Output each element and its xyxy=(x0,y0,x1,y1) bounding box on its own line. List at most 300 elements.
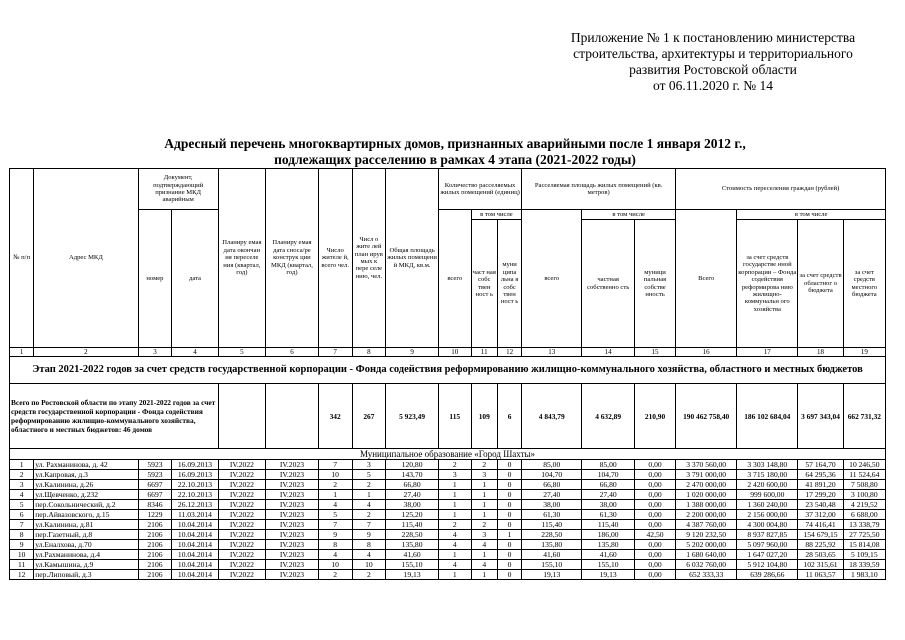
header-doc-number: номер xyxy=(138,210,172,348)
table-cell: 135,80 xyxy=(582,540,635,550)
table-cell: IV.2023 xyxy=(266,570,319,580)
table-cell: 4 xyxy=(438,560,471,570)
header-local: за счет средств местного бюджета xyxy=(843,220,885,348)
table-cell: 228,50 xyxy=(386,530,439,540)
table-cell: 1 xyxy=(497,530,521,540)
table-row xyxy=(10,570,886,580)
table-cell: 10 xyxy=(318,560,352,570)
table-cell: 23 540,48 xyxy=(798,500,843,510)
table-cell: 0,00 xyxy=(634,560,675,570)
column-number: 19 xyxy=(843,348,885,357)
municipality-title: Муниципальное образование «Город Шахты» xyxy=(10,449,886,460)
table-cell: 186,00 xyxy=(582,530,635,540)
table-cell: 10.04.2014 xyxy=(172,530,218,540)
table-cell: 4 xyxy=(10,490,34,500)
table-cell: ул.Калинина, д.26 xyxy=(34,480,138,490)
table-cell: 1 xyxy=(438,480,471,490)
table-cell: 7 xyxy=(10,520,34,530)
column-number: 4 xyxy=(172,348,218,357)
table-cell: 1 xyxy=(438,570,471,580)
table-row xyxy=(10,540,886,550)
table-cell: 2 xyxy=(10,470,34,480)
table-cell: 0 xyxy=(497,460,521,470)
table-cell: ул.Калинина, д.81 xyxy=(34,520,138,530)
document-title xyxy=(60,136,850,168)
table-cell: 4 219,52 xyxy=(843,500,885,510)
table-cell: 0,00 xyxy=(634,520,675,530)
table-cell: 1 xyxy=(10,460,34,470)
table-cell: IV.2023 xyxy=(266,550,319,560)
table-cell: 19,13 xyxy=(582,570,635,580)
annex-note xyxy=(548,30,878,94)
table-cell: пер.Сокольнический, д.2 xyxy=(34,500,138,510)
total-cost-local: 662 731,32 xyxy=(843,384,885,449)
table-cell: 0,00 xyxy=(634,500,675,510)
table-cell: 8346 xyxy=(138,500,172,510)
header-cost-group: Стоимость переселения граждан (рублей) xyxy=(676,169,886,210)
column-number: 7 xyxy=(318,348,352,357)
table-cell: 10.04.2014 xyxy=(172,550,218,560)
table-cell: 1 xyxy=(471,510,497,520)
table-cell: 5 912 104,80 xyxy=(737,560,798,570)
total-area: 5 923,49 xyxy=(386,384,439,449)
table-cell: 5 xyxy=(318,510,352,520)
table-cell: 0 xyxy=(497,560,521,570)
column-number: 10 xyxy=(438,348,471,357)
table-cell: 6697 xyxy=(138,480,172,490)
total-cell xyxy=(218,384,265,449)
table-cell: 4 xyxy=(352,550,386,560)
table-cell: IV.2023 xyxy=(266,510,319,520)
header-total-area: Общая площадь жилых помещени й МКД, кв.м. xyxy=(386,169,439,348)
table-cell: 0,00 xyxy=(634,570,675,580)
table-cell: IV.2023 xyxy=(266,530,319,540)
table-cell: 19,13 xyxy=(522,570,582,580)
table-cell: 41,60 xyxy=(582,550,635,560)
table-cell: IV.2023 xyxy=(266,520,319,530)
table-cell: IV.2023 xyxy=(266,470,319,480)
table-cell: 64 295,36 xyxy=(798,470,843,480)
table-row xyxy=(10,560,886,570)
table-cell: 27,40 xyxy=(522,490,582,500)
table-cell: 2 156 000,00 xyxy=(737,510,798,520)
table-cell: 11 524,64 xyxy=(843,470,885,480)
table-cell: 41 891,20 xyxy=(798,480,843,490)
table-cell: 1 xyxy=(318,490,352,500)
table-cell: 0,00 xyxy=(634,470,675,480)
table-cell: 10 xyxy=(10,550,34,560)
table-cell: пер.Липовый, д.3 xyxy=(34,570,138,580)
table-cell: 0 xyxy=(497,500,521,510)
table-cell: 0,00 xyxy=(634,540,675,550)
table-cell: ул.Камышина, д.9 xyxy=(34,560,138,570)
table-cell: 155,10 xyxy=(522,560,582,570)
table-cell: 19,13 xyxy=(386,570,439,580)
table-cell: IV.2022 xyxy=(218,530,265,540)
table-cell: 3 100,80 xyxy=(843,490,885,500)
header-area-group: Расселяемая площадь жилых помещений (кв. метров) xyxy=(522,169,676,210)
column-number: 6 xyxy=(266,348,319,357)
municipality-row xyxy=(10,449,886,460)
table-cell: 8 xyxy=(352,540,386,550)
header-private-count: част ная собс твен ност ь xyxy=(471,220,497,348)
table-cell: ул.Щевченко, д.232 xyxy=(34,490,138,500)
register-table xyxy=(9,168,886,580)
stage-row xyxy=(10,357,886,384)
table-cell: 7 xyxy=(318,520,352,530)
table-cell: 10 xyxy=(352,560,386,570)
header-address: Адрес МКД xyxy=(34,169,138,348)
table-cell: 9 120 232,50 xyxy=(676,530,737,540)
table-cell: 155,10 xyxy=(386,560,439,570)
header-fund: за счет средств государстве нной корпорации – Фонда содействия реформирова нию жилищно-коммунальн ого хозяйства xyxy=(737,220,798,348)
table-cell: 5 097 960,00 xyxy=(737,540,798,550)
table-cell: 135,80 xyxy=(386,540,439,550)
table-cell: 2 xyxy=(318,480,352,490)
table-cell: ул.Рахманинова, д.4 xyxy=(34,550,138,560)
table-cell: 1 360 240,00 xyxy=(737,500,798,510)
header-num: № п/п xyxy=(10,169,34,348)
table-cell: IV.2023 xyxy=(266,490,319,500)
table-cell: IV.2022 xyxy=(218,520,265,530)
table-cell: IV.2022 xyxy=(218,570,265,580)
table-cell: 74 416,41 xyxy=(798,520,843,530)
table-cell: 639 286,66 xyxy=(737,570,798,580)
table-cell: 2 xyxy=(438,460,471,470)
table-cell: 5 202 000,00 xyxy=(676,540,737,550)
table-cell: 66,80 xyxy=(386,480,439,490)
table-cell: 154 679,15 xyxy=(798,530,843,540)
table-row xyxy=(10,530,886,540)
table-cell: 1 647 027,20 xyxy=(737,550,798,560)
table-cell: 22.10.2013 xyxy=(172,480,218,490)
table-cell: 27 725,50 xyxy=(843,530,885,540)
column-number: 12 xyxy=(497,348,521,357)
table-cell: 0,00 xyxy=(634,460,675,470)
table-cell: 2106 xyxy=(138,570,172,580)
table-row xyxy=(10,550,886,560)
table-cell: 3 xyxy=(438,470,471,480)
header-private-area: частная собственно сть xyxy=(582,220,635,348)
table-cell: 1 xyxy=(471,570,497,580)
table-cell: 9 xyxy=(318,530,352,540)
table-cell: 2 xyxy=(352,480,386,490)
table-cell: 3 xyxy=(10,480,34,490)
table-cell: 2106 xyxy=(138,560,172,570)
table-cell: IV.2023 xyxy=(266,460,319,470)
table-cell: 4 xyxy=(471,560,497,570)
table-cell: 0,00 xyxy=(634,490,675,500)
total-residents: 342 xyxy=(318,384,352,449)
table-cell: 6 xyxy=(10,510,34,520)
table-cell: 0 xyxy=(497,470,521,480)
table-cell: 1 388 000,00 xyxy=(676,500,737,510)
table-cell: 104,70 xyxy=(522,470,582,480)
table-cell: IV.2022 xyxy=(218,550,265,560)
table-cell: 1 xyxy=(471,550,497,560)
table-cell: 2 200 000,00 xyxy=(676,510,737,520)
table-cell: IV.2022 xyxy=(218,470,265,480)
total-cost-fund: 186 102 684,04 xyxy=(737,384,798,449)
table-cell: 3 xyxy=(471,470,497,480)
table-cell: 37 312,00 xyxy=(798,510,843,520)
column-number: 5 xyxy=(218,348,265,357)
table-cell: 61,30 xyxy=(582,510,635,520)
table-cell: 10 xyxy=(318,470,352,480)
table-cell: IV.2022 xyxy=(218,490,265,500)
table-cell: 41,60 xyxy=(522,550,582,560)
table-cell: 7 xyxy=(318,460,352,470)
table-cell: 88 225,92 xyxy=(798,540,843,550)
table-cell: 11 063,57 xyxy=(798,570,843,580)
header-regional: за счет средств областног о бюджета xyxy=(798,220,843,348)
table-cell: 5 xyxy=(352,470,386,480)
header-planned-end: Планиру емая дата окончан ия переселе ния (квартал, год) xyxy=(218,169,265,348)
total-area-resettled: 4 843,79 xyxy=(522,384,582,449)
table-cell: 1 xyxy=(438,490,471,500)
header-municipal-count: муни ципа льна я собс твен ност ь xyxy=(497,220,521,348)
table-cell: 3 715 180,00 xyxy=(737,470,798,480)
total-cell xyxy=(266,384,319,449)
annex-line: от 06.11.2020 г. № 14 xyxy=(653,78,773,93)
table-cell: 7 xyxy=(352,520,386,530)
header-premises-total: всего xyxy=(438,210,471,348)
column-number: 1 xyxy=(10,348,34,357)
table-cell: 2 470 000,00 xyxy=(676,480,737,490)
table-cell: 0 xyxy=(497,570,521,580)
table-cell: 66,80 xyxy=(522,480,582,490)
table-cell: 4 387 760,00 xyxy=(676,520,737,530)
header-premises-count: Количество расселяемых жилых помещений (единиц) xyxy=(438,169,521,210)
table-cell: 61,30 xyxy=(522,510,582,520)
table-cell: 0,00 xyxy=(634,480,675,490)
total-premises-municipal: 6 xyxy=(497,384,521,449)
table-cell: IV.2022 xyxy=(218,480,265,490)
table-cell: 8 xyxy=(10,530,34,540)
table-cell: 13 338,79 xyxy=(843,520,885,530)
table-cell: 1229 xyxy=(138,510,172,520)
table-cell: 2106 xyxy=(138,550,172,560)
table-cell: ул. Рахманинова, д. 42 xyxy=(34,460,138,470)
table-cell: 1 983,10 xyxy=(843,570,885,580)
table-cell: пер.Газетный, д.8 xyxy=(34,530,138,540)
table-cell: 115,40 xyxy=(582,520,635,530)
table-cell: 41,60 xyxy=(386,550,439,560)
table-row xyxy=(10,480,886,490)
table-cell: 27,40 xyxy=(582,490,635,500)
column-number: 2 xyxy=(34,348,138,357)
table-cell: 10.04.2014 xyxy=(172,570,218,580)
table-cell: 135,80 xyxy=(522,540,582,550)
table-cell: 1 xyxy=(471,480,497,490)
table-cell: 0 xyxy=(497,550,521,560)
table-cell: 2106 xyxy=(138,540,172,550)
total-premises: 115 xyxy=(438,384,471,449)
table-cell: 3 xyxy=(352,460,386,470)
table-row xyxy=(10,490,886,500)
table-cell: IV.2023 xyxy=(266,560,319,570)
table-cell: 143,70 xyxy=(386,470,439,480)
column-number: 13 xyxy=(522,348,582,357)
table-cell: 4 xyxy=(318,500,352,510)
table-cell: 66,80 xyxy=(582,480,635,490)
table-cell: IV.2023 xyxy=(266,500,319,510)
table-row xyxy=(10,520,886,530)
column-number: 9 xyxy=(386,348,439,357)
total-premises-private: 109 xyxy=(471,384,497,449)
table-cell: 85,00 xyxy=(522,460,582,470)
table-cell: 10.04.2014 xyxy=(172,540,218,550)
table-cell: 42,50 xyxy=(634,530,675,540)
table-cell: 6 688,00 xyxy=(843,510,885,520)
table-cell: 6 032 760,00 xyxy=(676,560,737,570)
table-cell: 999 600,00 xyxy=(737,490,798,500)
header-incl: в том числе xyxy=(582,210,676,220)
table-body xyxy=(10,460,886,580)
table-cell: 16.09.2013 xyxy=(172,470,218,480)
table-cell: 11.03.2014 xyxy=(172,510,218,520)
table-cell: 38,00 xyxy=(582,500,635,510)
table-cell: 9 xyxy=(10,540,34,550)
total-cost: 190 462 758,40 xyxy=(676,384,737,449)
header-residents: Число жителе й, всего чел. xyxy=(318,169,352,348)
table-cell: 1 xyxy=(438,510,471,520)
table-cell: 38,00 xyxy=(386,500,439,510)
table-cell: 4 xyxy=(438,540,471,550)
table-cell: 9 xyxy=(352,530,386,540)
column-number: 17 xyxy=(737,348,798,357)
table-cell: 15 814,08 xyxy=(843,540,885,550)
table-cell: 85,00 xyxy=(582,460,635,470)
table-cell: 2 xyxy=(352,510,386,520)
total-planned: 267 xyxy=(352,384,386,449)
total-area-municipal: 210,90 xyxy=(634,384,675,449)
table-row xyxy=(10,510,886,520)
table-cell: 0 xyxy=(497,540,521,550)
table-cell: 26.12.2013 xyxy=(172,500,218,510)
table-cell: 0 xyxy=(497,510,521,520)
table-cell: 7 508,80 xyxy=(843,480,885,490)
header-planned-residents: Числ о жите лей план ирув мых к пере селе нию, чел. xyxy=(352,169,386,348)
table-cell: 18 339,59 xyxy=(843,560,885,570)
table-cell: 10 246,50 xyxy=(843,460,885,470)
column-number: 14 xyxy=(582,348,635,357)
table-cell: ул.Еналхова, д.70 xyxy=(34,540,138,550)
table-cell: 38,00 xyxy=(522,500,582,510)
table-cell: 2 xyxy=(471,460,497,470)
table-row xyxy=(10,470,886,480)
table-cell: IV.2022 xyxy=(218,460,265,470)
annex-line: Приложение № 1 к постановлению министерства xyxy=(570,30,856,45)
table-cell: ул.Капровая, д.3 xyxy=(34,470,138,480)
table-cell: IV.2023 xyxy=(266,540,319,550)
header-doc-date: дата xyxy=(172,210,218,348)
table-cell: IV.2023 xyxy=(266,480,319,490)
table-cell: 2 xyxy=(438,520,471,530)
table-cell: 10.04.2014 xyxy=(172,560,218,570)
header-area-total: всего xyxy=(522,210,582,348)
table-cell: 125,20 xyxy=(386,510,439,520)
table-cell: 120,80 xyxy=(386,460,439,470)
table-cell: 4 xyxy=(438,530,471,540)
table-cell: 2 xyxy=(318,570,352,580)
stage-title: Этап 2021-2022 годов за счет средств государственной корпорации - Фонда содействия реформированию жилищно-коммунального хозяйства, областного и местных бюджетов xyxy=(10,357,886,384)
table-row xyxy=(10,500,886,510)
header-incl: в том числе xyxy=(737,210,886,220)
table-cell: 4 300 004,80 xyxy=(737,520,798,530)
table-cell: 652 333,33 xyxy=(676,570,737,580)
total-row xyxy=(10,384,886,449)
table-cell: 6697 xyxy=(138,490,172,500)
table-cell: 2 420 600,00 xyxy=(737,480,798,490)
table-cell: 3 791 000,00 xyxy=(676,470,737,480)
column-number-row xyxy=(10,348,886,357)
table-cell: 5 109,15 xyxy=(843,550,885,560)
table-cell: 28 503,65 xyxy=(798,550,843,560)
table-cell: 5923 xyxy=(138,470,172,480)
table-cell: 1 xyxy=(438,550,471,560)
table-cell: IV.2022 xyxy=(218,510,265,520)
table-cell: 0 xyxy=(497,480,521,490)
table-cell: 1 xyxy=(352,490,386,500)
table-cell: 8 xyxy=(318,540,352,550)
table-cell: IV.2022 xyxy=(218,540,265,550)
table-cell: 1 xyxy=(438,500,471,510)
table-cell: 8 937 827,85 xyxy=(737,530,798,540)
table-cell: 5923 xyxy=(138,460,172,470)
column-number: 15 xyxy=(634,348,675,357)
column-number: 3 xyxy=(138,348,172,357)
table-cell: 228,50 xyxy=(522,530,582,540)
table-row xyxy=(10,460,886,470)
table-cell: 11 xyxy=(10,560,34,570)
table-cell: 10.04.2014 xyxy=(172,520,218,530)
annex-line: строительства, архитектуры и территориального xyxy=(573,46,853,61)
annex-line: развития Ростовской области xyxy=(629,62,797,77)
total-area-private: 4 632,89 xyxy=(582,384,635,449)
table-cell: 57 164,70 xyxy=(798,460,843,470)
table-cell: 2 xyxy=(471,520,497,530)
table-cell: 2106 xyxy=(138,520,172,530)
header-municipal-area: муници пальная собстве нность xyxy=(634,220,675,348)
table-cell: 3 303 148,80 xyxy=(737,460,798,470)
title-line: Адресный перечень многоквартирных домов, признанных аварийными после 1 января 2012 г., xyxy=(164,136,746,151)
table-cell: 5 xyxy=(10,500,34,510)
table-cell: 16.09.2013 xyxy=(172,460,218,470)
table-cell: 0 xyxy=(497,490,521,500)
total-cost-regional: 3 697 343,04 xyxy=(798,384,843,449)
table-cell: 2106 xyxy=(138,530,172,540)
table-cell: 4 xyxy=(318,550,352,560)
table-cell: 0,00 xyxy=(634,550,675,560)
table-cell: 2 xyxy=(352,570,386,580)
table-cell: 1 xyxy=(471,490,497,500)
header-document: Документ, подтверждающий признание МКД аварийным xyxy=(138,169,218,210)
table-cell: 12 xyxy=(10,570,34,580)
table-cell: 115,40 xyxy=(386,520,439,530)
table-cell: 1 020 000,00 xyxy=(676,490,737,500)
table-cell: 0,00 xyxy=(634,510,675,520)
column-number: 16 xyxy=(676,348,737,357)
table-cell: 155,10 xyxy=(582,560,635,570)
table-cell: пер.Айвазовского, д.15 xyxy=(34,510,138,520)
table-cell: 27,40 xyxy=(386,490,439,500)
title-line: подлежащих расселению в рамках 4 этапа (2021-2022 годы) xyxy=(274,152,636,167)
table-cell: 3 xyxy=(471,530,497,540)
table-cell: IV.2022 xyxy=(218,560,265,570)
table-cell: 3 370 560,00 xyxy=(676,460,737,470)
column-number: 11 xyxy=(471,348,497,357)
